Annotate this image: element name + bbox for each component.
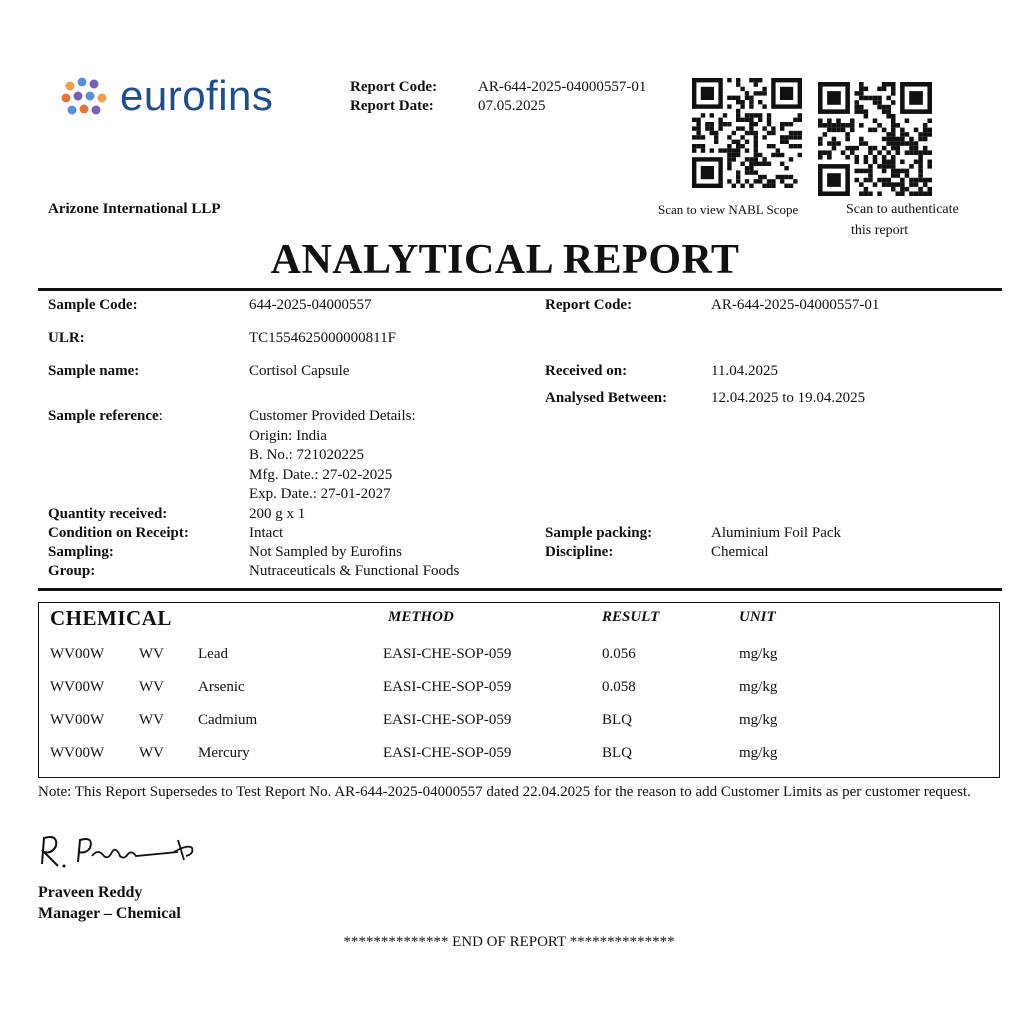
auth-qr-caption-line2: this report (851, 223, 909, 238)
sample-reference-line: Exp. Date.: 27-01-2027 (249, 486, 391, 502)
analysed-between-value: 12.04.2025 to 19.04.2025 (711, 390, 866, 406)
handwritten-signature (28, 826, 208, 876)
row-type: WV (139, 679, 164, 695)
row-unit: mg/kg (739, 712, 778, 728)
sample-reference-lines (249, 407, 416, 505)
sample-reference-line: Mfg. Date.: 27-02-2025 (249, 466, 393, 483)
end-of-report: ************** END OF REPORT ************** (343, 934, 675, 950)
bottom-divider (38, 588, 1002, 591)
row-method: EASI-CHE-SOP-059 (383, 712, 512, 728)
sample-packing-value: Aluminium Foil Pack (711, 525, 842, 541)
header-report-code-label: Report Code: (350, 79, 438, 95)
discipline-value: Chemical (711, 544, 769, 560)
unit-header: UNIT (739, 609, 776, 625)
discipline-label: Discipline: (545, 544, 614, 560)
row-type: WV (139, 712, 164, 728)
row-result: 0.058 (602, 679, 636, 695)
supersede-note: Note: This Report Supersedes to Test Report No. AR-644-2025-04000557 dated 22.04.2025 for the reason to add Customer Limits as per customer request. (38, 784, 971, 800)
row-parameter: Lead (198, 646, 228, 662)
row-unit: mg/kg (739, 745, 778, 761)
row-code: WV00W (50, 745, 105, 761)
result-header: RESULT (602, 609, 660, 625)
sample-code-value: 644-2025-04000557 (249, 297, 372, 313)
sample-reference-line: Origin: India (249, 427, 327, 444)
auth-qr-caption-line1: Scan to authenticate (846, 202, 959, 217)
row-method: EASI-CHE-SOP-059 (383, 646, 512, 662)
row-parameter: Cadmium (198, 712, 258, 728)
sample-packing-label: Sample packing: (545, 525, 653, 541)
group-value: Nutraceuticals & Functional Foods (249, 563, 460, 579)
row-unit: mg/kg (739, 679, 778, 695)
sample-name-value: Cortisol Capsule (249, 363, 350, 379)
condition-label: Condition on Receipt: (48, 525, 189, 541)
sample-reference-line: B. No.: 721020225 (249, 447, 365, 463)
sample-reference-label (48, 407, 163, 426)
sample-code-label: Sample Code: (48, 297, 138, 313)
row-type: WV (139, 745, 164, 761)
signer-designation: Manager – Chemical (38, 905, 181, 922)
sample-reference-label-text: Sample reference (48, 408, 159, 424)
quantity-value: 200 g x 1 (249, 506, 306, 522)
brand-name: eurofins (120, 72, 274, 119)
top-divider (38, 288, 1002, 291)
nabl-qr-caption: Scan to view NABL Scope (658, 202, 799, 217)
row-parameter: Mercury (198, 745, 250, 761)
header-report-code-value: AR-644-2025-04000557-01 (478, 79, 647, 95)
report-code-value: AR-644-2025-04000557-01 (711, 297, 880, 313)
eurofins-logo-mark (60, 72, 120, 122)
sampling-label: Sampling: (48, 544, 114, 560)
analysed-between-label: Analysed Between: (545, 390, 668, 406)
group-label: Group: (48, 563, 96, 579)
ulr-value: TC1554625000000811F (249, 330, 396, 346)
row-method: EASI-CHE-SOP-059 (383, 745, 512, 761)
row-parameter: Arsenic (198, 679, 245, 695)
customer-company: Arizone International LLP (48, 201, 221, 217)
row-unit: mg/kg (739, 646, 778, 662)
header-report-date-label: Report Date: (350, 98, 434, 114)
condition-value: Intact (249, 525, 284, 541)
sample-reference-colon: : (158, 408, 163, 424)
quantity-label: Quantity received: (48, 506, 168, 522)
received-on-label: Received on: (545, 363, 628, 379)
sampling-value: Not Sampled by Eurofins (249, 544, 402, 560)
sample-reference-line: Customer Provided Details: (249, 408, 416, 424)
row-result: 0.056 (602, 646, 636, 662)
results-table (38, 602, 1000, 778)
received-on-value: 11.04.2025 (711, 363, 778, 379)
row-code: WV00W (50, 646, 105, 662)
authenticate-qr-code[interactable] (818, 82, 932, 196)
section-title: CHEMICAL (50, 606, 172, 630)
nabl-scope-qr-code[interactable] (692, 78, 802, 188)
signer-name: Praveen Reddy (38, 884, 143, 901)
row-result: BLQ (602, 745, 632, 761)
header-report-date-value: 07.05.2025 (478, 98, 546, 114)
row-method: EASI-CHE-SOP-059 (383, 679, 512, 695)
method-header: METHOD (388, 609, 454, 625)
report-code-label: Report Code: (545, 297, 633, 313)
sample-name-label: Sample name: (48, 363, 140, 379)
row-result: BLQ (602, 712, 632, 728)
row-code: WV00W (50, 679, 105, 695)
row-code: WV00W (50, 712, 105, 728)
ulr-label: ULR: (48, 330, 85, 346)
report-title: ANALYTICAL REPORT (270, 237, 740, 283)
row-type: WV (139, 646, 164, 662)
